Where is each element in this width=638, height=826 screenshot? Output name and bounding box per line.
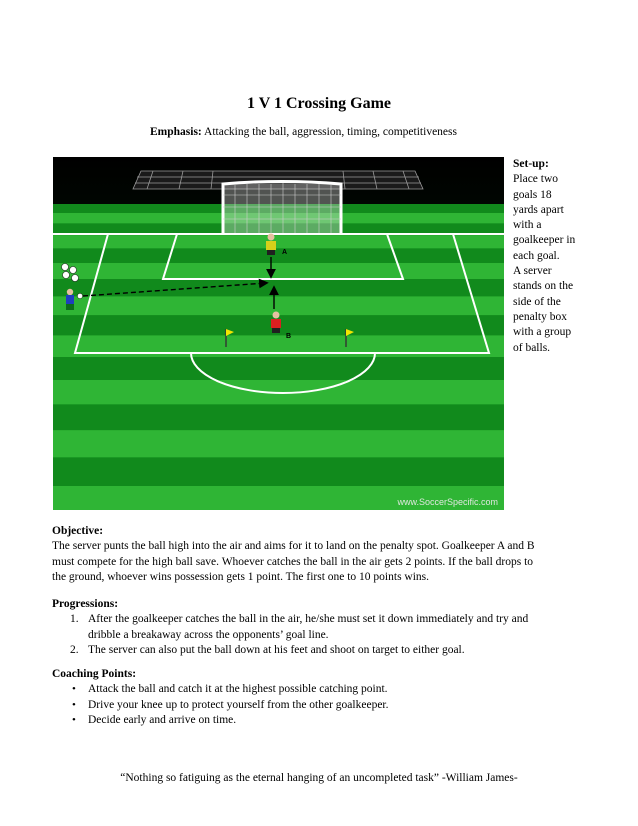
coaching-item — [52, 713, 592, 728]
grass-stripe — [53, 279, 504, 296]
coaching-item — [52, 682, 592, 697]
grass-stripe — [53, 235, 504, 248]
goalkeeper-a-label: A — [282, 249, 288, 256]
goalkeeper-b-label: B — [286, 333, 292, 340]
setup-line: with a group — [513, 326, 572, 339]
setup-line: goals 18 — [513, 188, 552, 201]
setup-section — [513, 157, 593, 356]
progression-line: The server can also put the ball down at his feet and shoot on target to either goal. — [88, 644, 465, 657]
grass-stripe — [53, 357, 504, 380]
grass-stripe — [53, 263, 504, 279]
watermark: www.SoccerSpecific.com — [397, 497, 498, 507]
setup-line: stands on the — [513, 280, 574, 293]
emphasis-line — [150, 126, 457, 138]
grass-stripe — [53, 404, 504, 430]
progression-number: 2. — [70, 644, 79, 657]
goal — [223, 182, 341, 235]
grass-stripe — [53, 248, 504, 263]
coaching-text: Attack the ball and catch it at the highest possible catching point. — [88, 683, 388, 696]
progression-line: After the goalkeeper catches the ball in the air, he/she must set it down immediately and try and — [88, 613, 529, 626]
coaching-text: Decide early and arrive on time. — [88, 714, 237, 727]
emphasis-label: Emphasis: — [150, 126, 202, 138]
setup-heading: Set-up: — [513, 158, 549, 170]
setup-line: side of the — [513, 295, 561, 308]
footer-quote: “Nothing so fatiguing as the eternal hanging of an uncompleted task” -William James- — [120, 772, 518, 784]
bullet-icon: • — [72, 714, 76, 727]
page-title: 1 V 1 Crossing Game — [246, 95, 391, 112]
setup-text — [513, 172, 593, 356]
setup-line: A server — [513, 265, 552, 278]
progression-item — [52, 643, 592, 658]
setup-line: each goal. — [513, 249, 560, 262]
grass-stripes — [53, 204, 504, 510]
coaching-heading: Coaching Points: — [52, 668, 137, 680]
bullet-icon: • — [72, 698, 76, 711]
coaching-item — [52, 698, 592, 713]
setup-line: yards apart — [513, 203, 564, 216]
emphasis-text: Attacking the ball, aggression, timing, competitiveness — [204, 126, 457, 138]
setup-line: Place two — [513, 173, 559, 186]
grass-stripe — [53, 296, 504, 315]
progressions-list — [52, 612, 592, 658]
bullet-icon: • — [72, 683, 76, 696]
objective-line: The server punts the ball high into the air and aims for it to land on the penalty spot. Goalkeeper A and B — [52, 540, 535, 553]
field-svg — [53, 157, 504, 510]
grass-stripe — [53, 430, 504, 457]
objective-section — [52, 524, 592, 586]
progression-item — [52, 612, 592, 643]
progression-line: dribble a breakaway across the opponents’ goal line. — [88, 628, 329, 641]
progressions-heading: Progressions: — [52, 598, 119, 610]
objective-heading: Objective: — [52, 525, 104, 537]
setup-line: penalty box — [513, 310, 567, 323]
setup-line: of balls. — [513, 341, 551, 354]
grass-stripe — [53, 457, 504, 486]
coaching-section — [52, 667, 592, 729]
coaching-list — [52, 682, 592, 728]
progressions-section — [52, 597, 592, 659]
objective-line: the ground, whoever wins possession gets 1 point. The first one to 10 points wins. — [52, 571, 430, 584]
setup-line: goalkeeper in — [513, 234, 576, 247]
objective-line: must compete for the high ball save. Whoever catches the ball in the air gets 2 points. If the ball drops to — [52, 555, 534, 568]
coaching-text: Drive your knee up to protect yourself from the other goalkeeper. — [88, 698, 389, 711]
progression-number: 1. — [70, 613, 79, 626]
field-diagram — [53, 157, 504, 510]
setup-line: with a — [513, 219, 542, 232]
